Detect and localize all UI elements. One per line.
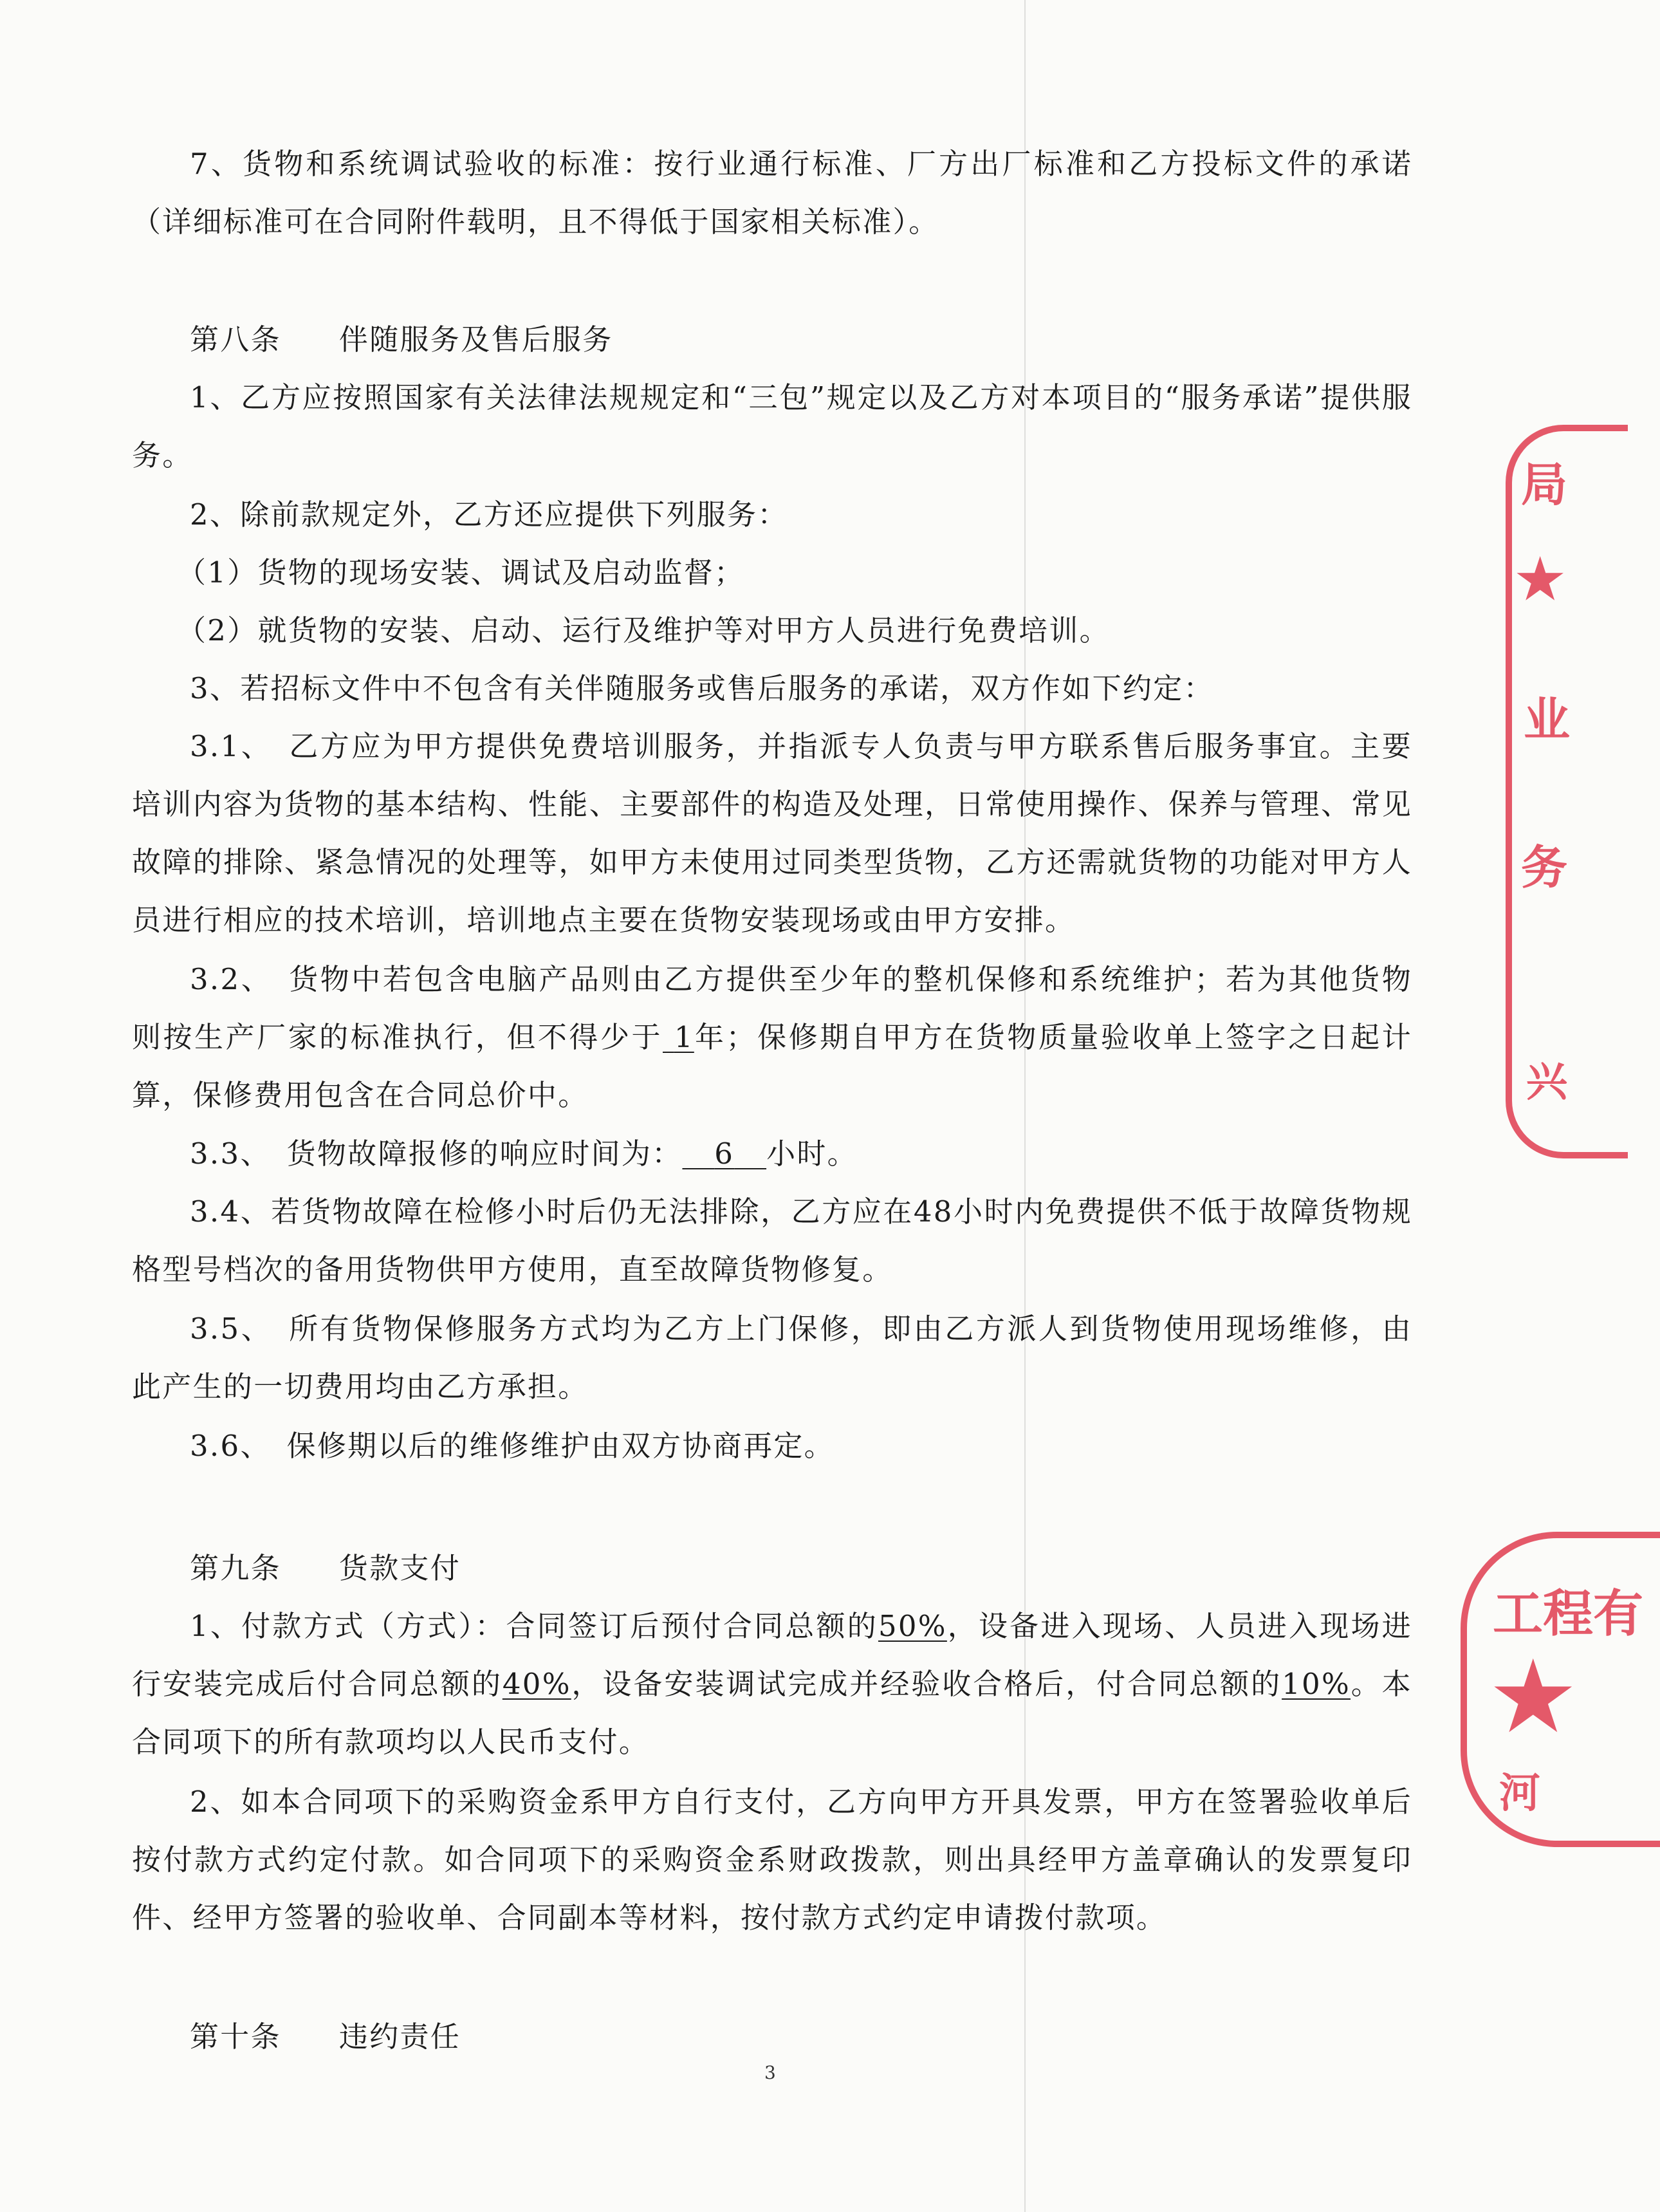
item-7-paragraph: 7、货物和系统调试验收的标准：按行业通行标准、厂方出厂标准和乙方投标文件的承诺（详细标准可在合同附件载明，且不得低于国家相关标准）。 [132, 147, 1412, 239]
article-10-heading [132, 2008, 1412, 2066]
article-8-clause-3-1: 3.1、 乙方应为甲方提供免费培训服务，并指派专人负责与甲方联系售后服务事宜。主要培训内容为货物的基本结构、性能、主要部件的构造及处理，日常使用操作、保养与管理、常见故障的排除、紧急情况的处理等，如甲方未使用过同类型货物，乙方还需就货物的功能对甲方人员进行相应的技术培训，培训地点主要在货物安装现场或由甲方安排。 [132, 729, 1412, 937]
article-8-clause-3-5: 3.5、 所有货物保修服务方式均为乙方上门保修，即由乙方派人到货物使用现场维修，由此产生的一切费用均由乙方承担。 [132, 1312, 1412, 1404]
article-8-title: 伴随服务及售后服务 [338, 322, 613, 357]
article-8-clause-1: 1、乙方应按照国家有关法律法规规定和“三包”规定以及乙方对本项目的“服务承诺”提供服务。 [132, 380, 1412, 472]
article-9-title: 货款支付 [338, 1551, 461, 1585]
article-9-number: 第九条 [190, 1551, 281, 1585]
seal-star-icon: ★ [1493, 1644, 1574, 1750]
article-9-clause-2: 2、如本合同项下的采购资金系甲方自行支付，乙方向甲方开具发票，甲方在签署验收单后按付款方式约定付款。如合同项下的采购资金系财政拨款，则出具经甲方盖章确认的发票复印件、经甲方签署的验收单、合同副本等材料，按付款方式约定申请拨付款项。 [132, 1785, 1412, 1935]
article-9-clause-1: 1、付款方式（方式）：合同签订后预付合同总额的50%，设备进入现场、人员进入现场进行安装完成后付合同总额的40%，设备安装调试完成并经验收合格后，付合同总额的10%。本合同项下的所有款项均以人民币支付。 [132, 1609, 1412, 1759]
page-number: 3 [764, 2062, 776, 2083]
article-8-clause-3-6: 3.6、 保修期以后的维修维护由双方协商再定。 [190, 1429, 835, 1463]
article-10-number: 第十条 [190, 2020, 281, 2054]
payment-percent-3: 10% [1282, 1667, 1351, 1701]
seal-star-icon: ★ [1516, 547, 1565, 611]
seal-lower-partial: 工程有 ★ 河 [1461, 1532, 1660, 1847]
seal-upper-partial: 局 ★ 业 务 兴 [1506, 425, 1628, 1158]
article-8-clause-3-4: 3.4、若货物故障在检修小时后仍无法排除，乙方应在48小时内免费提供不低于故障货物规格型号档次的备用货物供甲方使用，直至故障货物修复。 [132, 1194, 1412, 1287]
article-8-clause-3: 3、若招标文件中不包含有关伴随服务或售后服务的承诺，双方作如下约定： [190, 671, 1214, 705]
article-8-clause-3-3: 3.3、 货物故障报修的响应时间为： 6 小时。 [190, 1137, 858, 1171]
payment-percent-2: 40% [502, 1667, 571, 1701]
article-8-clause-2: 2、除前款规定外，乙方还应提供下列服务： [190, 497, 788, 532]
response-hours-value: 6 [714, 1137, 735, 1171]
article-8-number: 第八条 [190, 322, 281, 357]
article-8-clause-2-item-2: （2）就货物的安装、启动、运行及维护等对甲方人员进行免费培训。 [177, 613, 1110, 647]
article-8-clause-3-2: 3.2、 货物中若包含电脑产品则由乙方提供至少年的整机保修和系统维护；若为其他货物则按生产厂家的标准执行，但不得少于 1年；保修期自甲方在货物质量验收单上签字之日起计算，保修费用包含在合同总价中。 [132, 962, 1412, 1112]
article-9-heading [132, 1539, 1412, 1597]
article-10-title: 违约责任 [338, 2020, 461, 2054]
warranty-years-value: 1 [674, 1020, 694, 1054]
article-8-heading [132, 311, 1412, 369]
article-8-clause-2-item-1: （1）货物的现场安装、调试及启动监督； [177, 555, 745, 590]
payment-percent-1: 50% [878, 1609, 947, 1643]
